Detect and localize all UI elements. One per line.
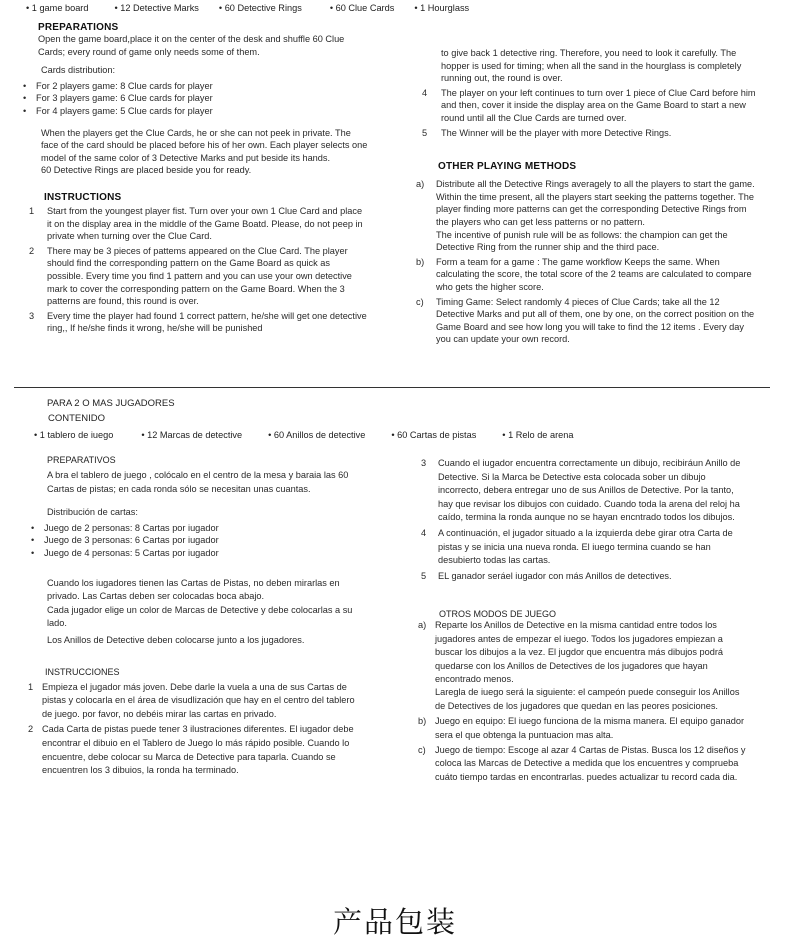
es-instr-step	[418, 527, 748, 568]
en-content-item: • 12 Detective Marks	[114, 3, 199, 13]
method-label: b)	[416, 256, 425, 267]
step-text: Cada Carta de pistas puede tener 3 ilustraciones diferentes. El iugador debe encontrar el dibuio en el Tablero de Juego lo más rápido posible. Cuando lo encuentre, debe colocar su Marca de Detective para taparla. Cuando se encuentren los 3 dibuios, la ronda ha terminado.	[42, 724, 354, 776]
step-number: 4	[422, 87, 428, 98]
es-other-method	[418, 744, 748, 784]
en-instr-continued: to give back 1 detective ring. Therefore, you need to look it carefully. The hopper is used for timing; when all the sand in the hourglass is completely running out, the round is over.	[441, 48, 742, 84]
en-instr-step	[418, 87, 760, 125]
es-right-column	[418, 457, 748, 786]
es-dist-item: • Juego de 2 personas: 8 Cartas por iugador	[30, 522, 362, 535]
en-right-column	[418, 47, 760, 348]
es-dist-title: Distribución de cartas:	[47, 507, 138, 518]
method-text-extra: The incentive of punish rule will be as follows: the champion can get the Detective Ring from the runner ship and the third pace.	[436, 229, 728, 253]
es-left-column	[26, 455, 362, 780]
method-label: b)	[418, 716, 427, 727]
en-instr-step	[29, 205, 368, 243]
en-other-method	[418, 256, 760, 294]
en-dist-item: • For 3 players game: 6 Clue cards for player	[22, 92, 368, 105]
es-content-item: • 1 tablero de iuego	[34, 430, 114, 440]
section-divider	[14, 387, 770, 388]
es-content-item: • 60 Anillos de detective	[268, 430, 366, 440]
step-number: 2	[29, 245, 35, 256]
method-text-extra: Laregla de iuego será la siguiente: el campeón puede conseguir los Anillos de Detectives de los jugadores que quedan en las peores posiciones.	[435, 687, 740, 711]
es-dist-item: • Juego de 3 personas: 6 Cartas por iugador	[30, 534, 362, 547]
es-content-item: • 12 Marcas de detective	[141, 430, 243, 440]
en-other-method	[418, 178, 760, 254]
product-packaging-caption: 产品包装	[332, 905, 457, 939]
en-content-item: • 1 game board	[26, 3, 89, 13]
es-other-title: OTROS MODOS DE JUEGO	[439, 609, 557, 620]
step-number: 4	[421, 527, 427, 538]
es-instr-title: INSTRUCCIONES	[45, 666, 120, 677]
step-number: 3	[421, 458, 427, 468]
es-instr-step	[418, 457, 748, 525]
method-label: c)	[416, 296, 424, 307]
en-contents-row	[26, 3, 469, 13]
en-dist-item: • For 2 players game: 8 Clue cards for player	[22, 80, 368, 93]
en-prep-title: PREPARATIONS	[38, 22, 119, 33]
en-prep-text2: When the players get the Clue Cards, he or she can not peek in private. The face of the card should be placed before his of her own. Each player selects one model of the same color of 3 Detective Marks and put beside its hands.	[41, 127, 368, 163]
method-label: a)	[418, 620, 427, 631]
es-instr-step	[418, 570, 748, 583]
es-instr-step	[26, 681, 362, 722]
step-text: A continuación, el jugador situado a la izquierda debe girar otra Carta de pistas y se inicia una nueva ronda. El iuego termina cuando se han desubierto todas las cartas.	[438, 527, 733, 566]
es-other-method	[418, 715, 748, 742]
en-instr-step	[29, 310, 368, 335]
es-prep-text3: Cada jugador elige un color de Marcas de Detective y debe colocarlas a su lado.	[47, 604, 353, 629]
method-label: a)	[416, 179, 425, 190]
method-text: Form a team for a game : The game workflow Keeps the same. When calculating the score, the total score of the 2 teams are calculated to compare who gets the higher score.	[436, 256, 752, 292]
en-left-column	[26, 22, 368, 337]
method-text: Distribute all the Detective Rings averagely to all the players to start the game. Within the time present, all the players start seeking the patterns together. The player finding more patterns can get the corresponding Detective Rings from the players who can get less patterns or no pattern.	[436, 179, 755, 227]
es-contents-row	[34, 430, 573, 440]
method-text: Juego en equipo: El iuego funciona de la misma manera. El equipo ganador sera el que obtenga la puntuacion mas alta.	[435, 716, 745, 740]
es-heading: PARA 2 O MAS JUGADORES	[47, 398, 175, 409]
step-text: Start from the youngest player fist. Turn over your own 1 Clue Card and place it on the display area in the middle of the Game Boatd. Please, do not peep in private when turning over the Clue Card.	[47, 205, 363, 242]
step-text: EL ganador seráel iugador con más Anillos de detectives.	[438, 570, 672, 581]
es-prep-text2: Cuando los iugadores tienen las Cartas de Pistas, no deben mirarlas en privado. Las Cartas deben ser colocadas boca abajo.	[47, 577, 340, 602]
en-prep-text3: 60 Detective Rings are placed beside you for ready.	[41, 165, 252, 176]
es-dist-item: • Juego de 4 personas: 5 Cartas por iugador	[30, 547, 362, 560]
en-content-item: • 60 Clue Cards	[329, 3, 395, 13]
step-number: 5	[422, 127, 428, 138]
method-text: Timing Game: Select randomly 4 pieces of Clue Cards; take all the 12 Detective Marks and put all of them, one by one, on the correct position on the Game Board and see how long you will take to find the 12 items . Every day you can update your own record.	[436, 296, 755, 345]
en-instr-step	[29, 245, 368, 308]
step-number: 2	[28, 724, 34, 735]
es-instr-step	[26, 723, 362, 777]
step-text: Empieza el jugador más joven. Debe darle la vuela a una de sus Cartas de pistas y colocarla en el área de visudlización que hay en el centro del tablero de juego. por favor, no debéis mirar las cartas en privado.	[42, 681, 355, 719]
es-other-method	[418, 619, 748, 713]
step-number: 1	[28, 681, 34, 692]
es-prep-text: A bra el tablero de juego , colócalo en el centro de la mesa y baraia las 60 Cartas de pistas; en cada ronda sólo se necesitan unas cuantas.	[47, 470, 349, 494]
en-instr-step	[418, 127, 760, 140]
step-number: 5	[421, 570, 427, 581]
method-text: Reparte los Anillos de Detective en la misma cantidad entre todos los jugadores antes de empezar el iuego. Todos los jugadores empiezan a buscar los dibujos a la vez. El jugdor que encuentra más dibujos podrá quedarse con los Anillos de Detectives de los jugadores que hayan encontrado menos.	[435, 620, 724, 684]
step-text: The Winner will be the player with more Detective Rings.	[441, 127, 672, 138]
en-content-item: • 1 Hourglass	[414, 3, 470, 13]
step-text: Cuando el iugador encuentra correctamente un dibujo, recibiráun Anillo de Detective. Si la Marca be Detective esta colocada sober un dibujo incorrecto, debera entregar uno de sus Anillos de Detective. Por la tanto, hay que revisar los dibujos con cuidado. Cuando toda la arena del reloj ha caído, termina la ronda aunque no se hayan encntrado todos los dibujos.	[438, 458, 741, 523]
en-dist-title: Cards distribution:	[41, 65, 116, 76]
method-label: c)	[418, 745, 426, 755]
step-number: 1	[29, 205, 35, 216]
en-other-title: OTHER PLAYING METHODS	[438, 161, 577, 173]
es-contenido-label: CONTENIDO	[48, 413, 105, 424]
en-other-method	[418, 296, 760, 346]
en-instr-title: INSTRUCTIONS	[44, 191, 122, 203]
step-number: 3	[29, 310, 35, 321]
en-dist-item: • For 4 players game: 5 Clue cards for player	[22, 105, 368, 118]
step-text: There may be 3 pieces of pattems appeared on the Clue Card. The player should find the corresponding pattern on the Game Board as quick as possible. Every time you find 1 pattern and you can use your own detective mark to cover the corresponding pattern on the Game Board. When the 3 patterns are found, this round is over.	[47, 245, 352, 307]
es-prep-text4: Los Anillos de Detective deben colocarse junto a los jugadores.	[47, 634, 305, 645]
es-prep-title: PREPARATIVOS	[47, 455, 116, 465]
method-text: Juego de tiempo: Escoge al azar 4 Cartas de Pistas. Busca los 12 diseños y coloca las Marcas de Detective a medida que los encuentres y comprueba cuáto tiempo tardas en encontrarlas. puedes actualizar tu record cada dia.	[435, 745, 746, 782]
en-content-item: • 60 Detective Rings	[218, 3, 302, 13]
step-text: Every time the player had found 1 correct pattern, he/she will get one detective ring,, If he/she finds it wrong, he/she will be punished	[47, 310, 367, 334]
step-text: The player on your left continues to turn over 1 piece of Clue Card before him and then, cover it inside the display area on the Game Board to start a new round until all the Clue Cards are turned over.	[441, 87, 756, 123]
es-content-item: • 60 Cartas de pistas	[391, 430, 477, 440]
es-content-item: • 1 Relo de arena	[502, 430, 574, 440]
en-prep-text: Open the game board,place it on the center of the desk and shuffle 60 Clue Cards; every round of game only needs some of them.	[38, 34, 345, 57]
